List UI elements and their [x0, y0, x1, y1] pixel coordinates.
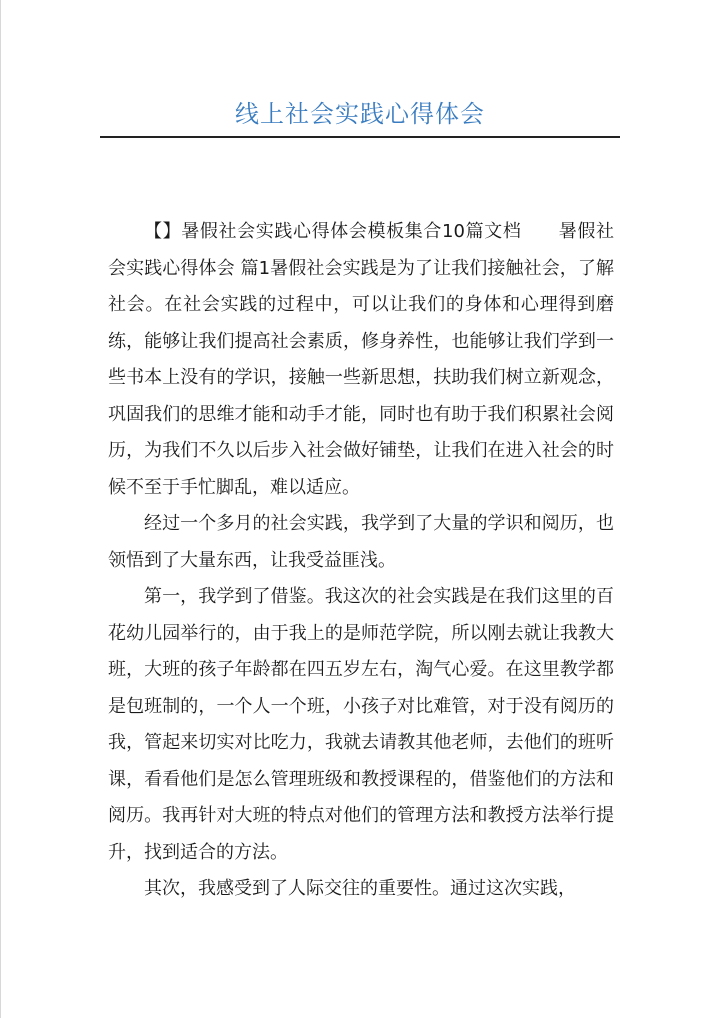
document-title: 线上社会实践心得体会 [235, 100, 485, 128]
paragraph-summary: 经过一个多月的社会实践，我学到了大量的学识和阅历，也领悟到了大量东西，让我受益匪浅。 [108, 513, 614, 571]
document-body [108, 214, 614, 908]
paragraph-first-point: 第一，我学到了借鉴。我这次的社会实践是在我们这里的百花幼儿园举行的，由于我上的是师范学院，所以刚去就让我教大班，大班的孩子年龄都在四五岁左右，淘气心爱。在这里教学都是包班制的，一个人一个班，小孩子对比难管，对于没有阅历的我，管起来切实对比吃力，我就去请教其他老师，去他们的班听课，看看他们是怎么管理班级和教授课程的，借鉴他们的方法和阅历。我再针对大班的特点对他们的管理方法和教授方法举行提升，找到适合的方法。 [108, 586, 614, 863]
paragraph-second-point: 其次，我感受到了人际交往的重要性。通过这次实践， [144, 878, 576, 899]
title-underline [100, 136, 620, 138]
page-left-border [0, 0, 1, 1018]
paragraph-intro: 【】暑假社会实践心得体会模板集合10篇文档 暑假社会实践心得体会 篇1暑假社会实践是为了让我们接触社会，了解社会。在社会实践的过程中，可以让我们的身体和心理得到磨练，能够让我们提高社会素质，修身养性，也能够让我们学到一些书本上没有的学识，接触一些新思想，扶助我们树立新观念，巩固我们的思维才能和动手才能，同时也有助于我们积累社会阅历，为我们不久以后步入社会做好铺垫，让我们在进入社会的时候不至于手忙脚乱，难以适应。 [108, 221, 614, 498]
